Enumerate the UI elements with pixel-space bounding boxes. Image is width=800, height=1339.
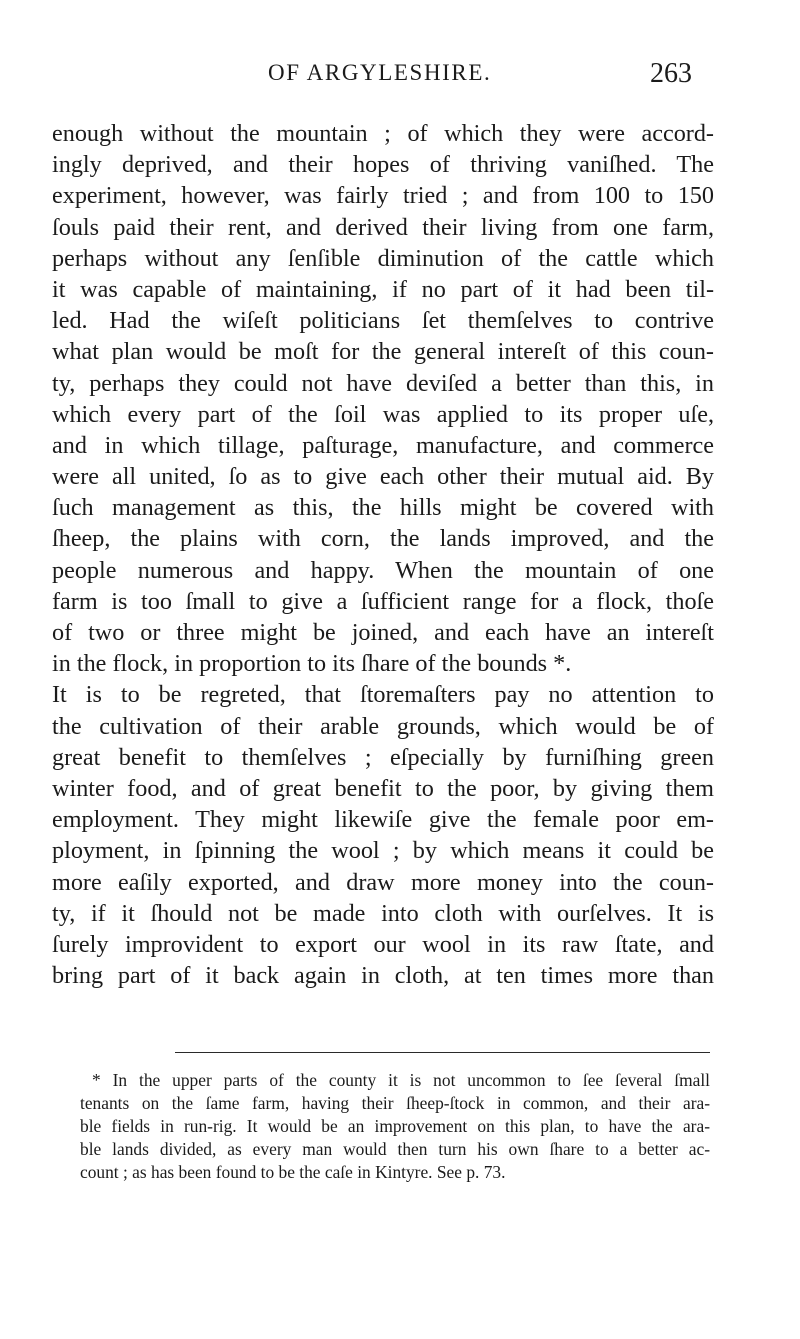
body-line-paragraph-start: It is to be regreted, that ſtoremaſters pay no attention to: [52, 681, 714, 709]
body-line: which every part of the ſoil was applied to its proper uſe,: [52, 400, 714, 428]
footnote-line: ble fields in run-rig. It would be an improvement on this plan, to have the ara-: [80, 1116, 710, 1136]
body-line: ty, perhaps they could not have deviſed a better than this, in: [52, 369, 714, 397]
body-line: great benefit to themſelves ; eſpecially by furniſhing green: [52, 743, 714, 771]
body-line: enough without the mountain ; of which they were accord-: [52, 120, 714, 147]
body-line: ty, if it ſhould not be made into cloth with ourſelves. It is: [52, 899, 714, 927]
body-line: ingly deprived, and their hopes of thriving vaniſhed. The: [52, 151, 714, 179]
running-head: [0, 58, 800, 94]
body-line: it was capable of maintaining, if no part of it had been til-: [52, 275, 714, 303]
body-line: ployment, in ſpinning the wool ; by which means it could be: [52, 837, 714, 865]
body-text: [52, 118, 714, 991]
body-line: experiment, however, was fairly tried ; and from 100 to 150: [52, 182, 714, 210]
footnote: [80, 1069, 710, 1184]
body-line: more eaſily exported, and draw more money into the coun-: [52, 868, 714, 896]
body-line: and in which tillage, paſturage, manufacture, and commerce: [52, 431, 714, 459]
footnote-line: tenants on the ſame farm, having their ſheep-ſtock in common, and their ara-: [80, 1093, 710, 1113]
body-line: ſouls paid their rent, and derived their living from one farm,: [52, 213, 714, 241]
body-line: bring part of it back again in cloth, at ten times more than: [52, 962, 714, 990]
body-line: of two or three might be joined, and each have an intereſt: [52, 619, 714, 646]
body-line: ſheep, the plains with corn, the lands improved, and the: [52, 525, 714, 553]
body-line: were all united, ſo as to give each other their mutual aid. By: [52, 463, 714, 491]
body-line-paragraph-end: in the flock, in proportion to its ſhare of the bounds *.: [52, 650, 572, 678]
body-line: led. Had the wiſeſt politicians ſet themſelves to contrive: [52, 307, 714, 335]
footnote-line: count ; as has been found to be the caſe in Kintyre. See p. 73.: [80, 1162, 506, 1182]
running-title: OF ARGYLESHIRE.: [268, 60, 492, 85]
body-line: what plan would be moſt for the general intereſt of this coun-: [52, 338, 714, 366]
footnote-divider: [175, 1052, 710, 1053]
body-line: employment. They might likewiſe give the female poor em-: [52, 806, 714, 834]
body-line: farm is too ſmall to give a ſufficient range for a flock, thoſe: [52, 587, 714, 615]
footnote-line: * In the upper parts of the county it is not uncommon to ſee ſeveral ſmall: [92, 1070, 710, 1090]
page-number: 263: [650, 58, 692, 89]
body-line: winter food, and of great benefit to the poor, by giving them: [52, 774, 714, 802]
body-line: ſuch management as this, the hills might be covered with: [52, 494, 714, 522]
body-line: perhaps without any ſenſible diminution of the cattle which: [52, 244, 714, 272]
body-line: people numerous and happy. When the mountain of one: [52, 556, 714, 584]
body-line: ſurely improvident to export our wool in its raw ſtate, and: [52, 930, 714, 958]
footnote-line: ble lands divided, as every man would then turn his own ſhare to a better ac-: [80, 1139, 710, 1159]
body-line: the cultivation of their arable grounds, which would be of: [52, 712, 714, 740]
